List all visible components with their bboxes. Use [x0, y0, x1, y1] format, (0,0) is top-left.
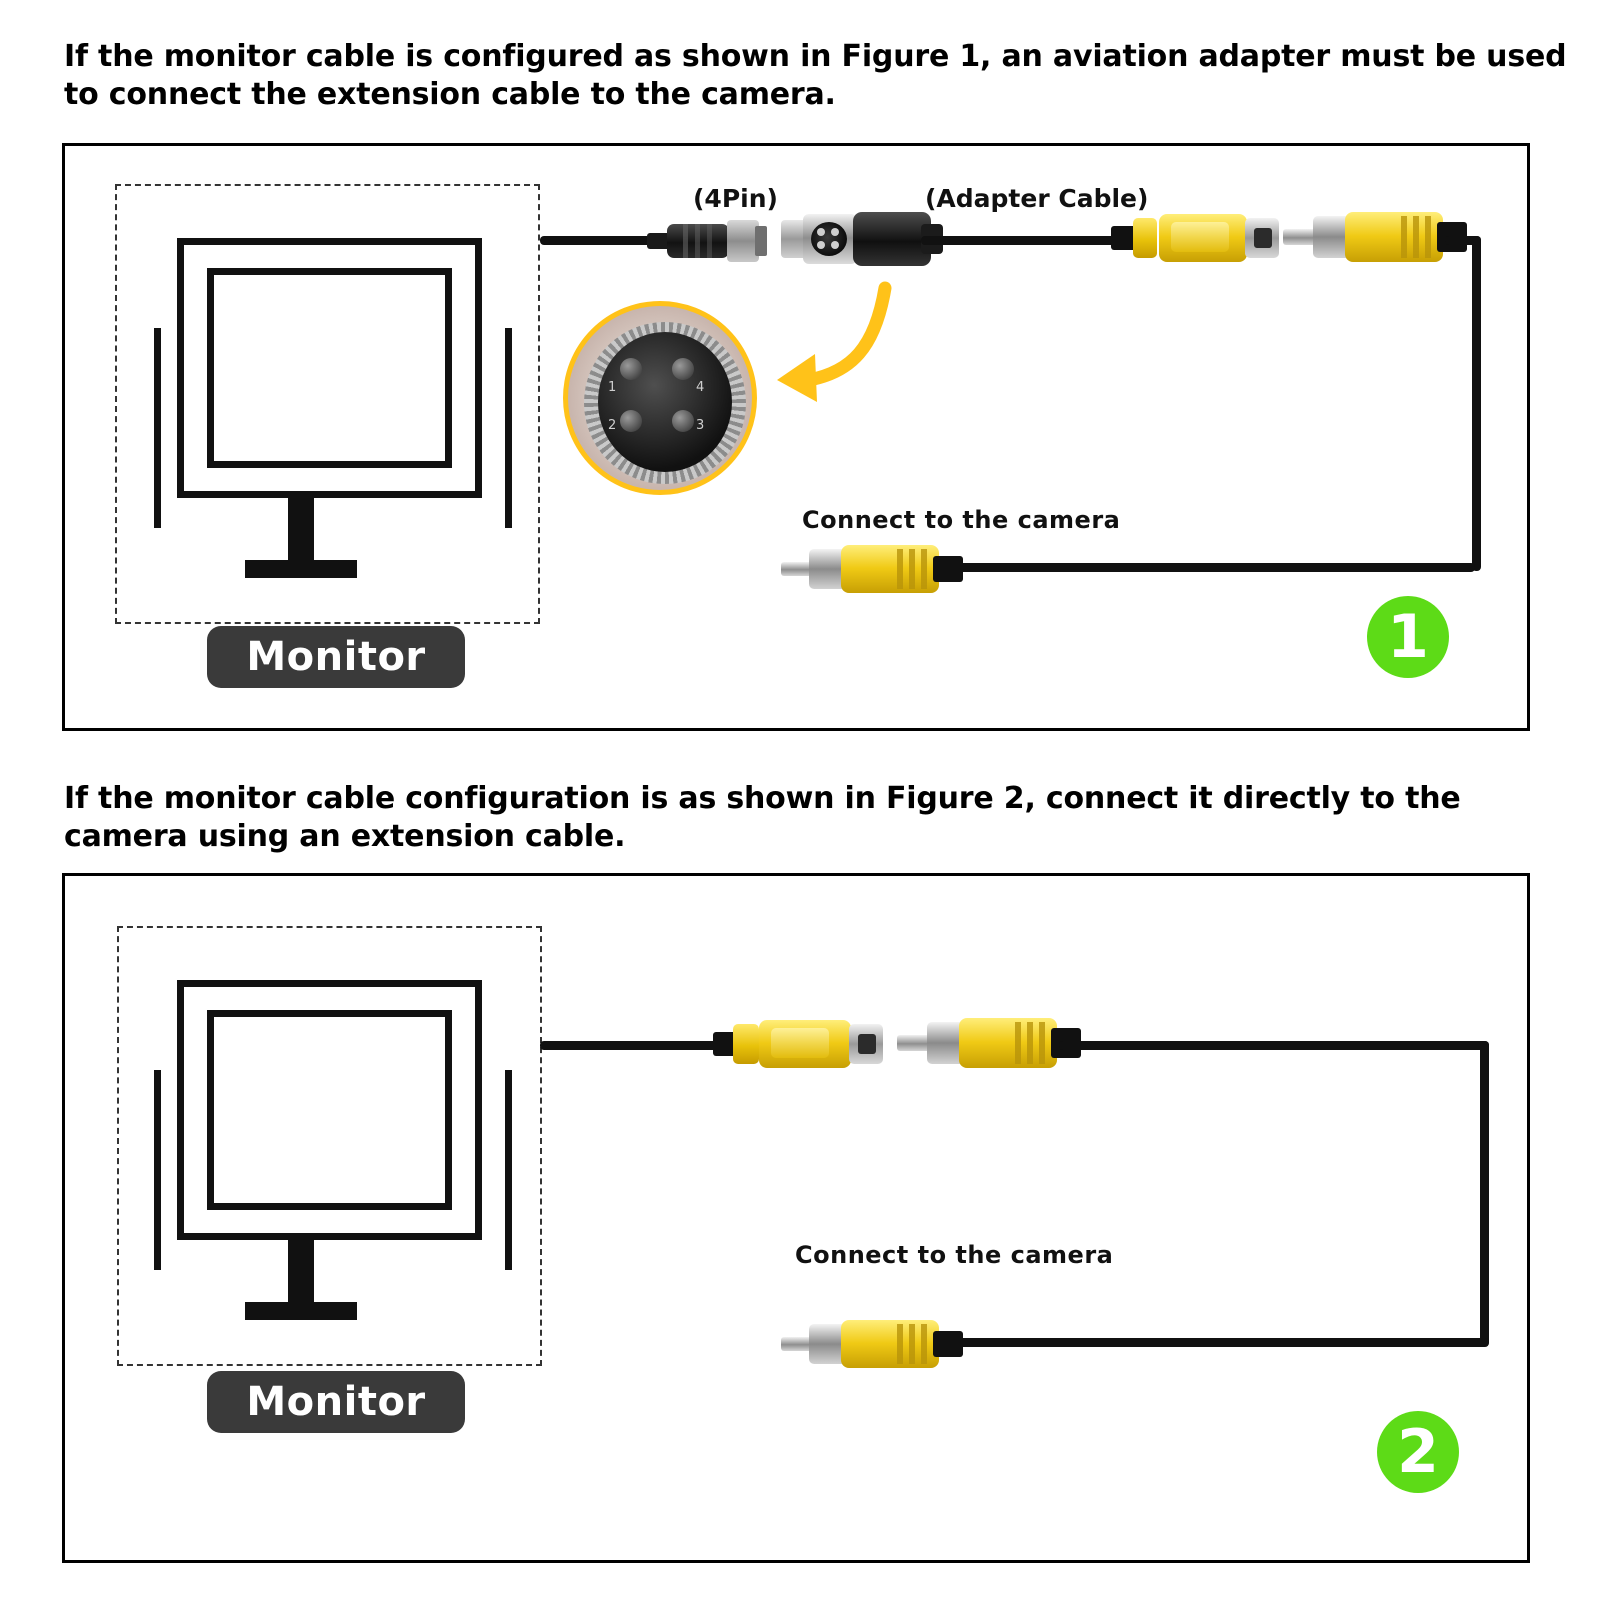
zoom-callout-arrow-icon: [755, 276, 895, 406]
monitor-screen: [207, 268, 452, 468]
monitor-cable-run-2: [540, 1041, 725, 1050]
rca-female-connector-2: [713, 1018, 893, 1070]
figure-2-frame: [62, 873, 1530, 1563]
extension-cable-top-2: [1059, 1041, 1489, 1050]
step-badge-1: [1367, 596, 1449, 678]
step-badge-2-text: 2: [1397, 1417, 1439, 1487]
pin-number-4: 4: [696, 380, 705, 395]
monitor-left-edge-2: [154, 1070, 161, 1270]
aviation-4pin-male-plug: [647, 216, 777, 266]
socket-zoom-circle: [563, 301, 757, 495]
step-badge-2: [1377, 1411, 1459, 1493]
connect-to-camera-label-2: Connect to the camera: [795, 1241, 1114, 1269]
monitor-stand-neck-2: [288, 1240, 314, 1302]
extension-cable-right-vertical-2: [1480, 1041, 1489, 1346]
rca-female-connector-1: [1111, 212, 1291, 264]
monitor-label-text-2: Monitor: [246, 1379, 426, 1425]
adapter-cable-label: (Adapter Cable): [925, 184, 1149, 213]
camera-rca-plug-1: [781, 544, 967, 596]
monitor-screen-2: [207, 1010, 452, 1210]
connect-to-camera-label-1: Connect to the camera: [802, 506, 1121, 534]
pin-number-2: 2: [608, 418, 617, 433]
section-1-heading: If the monitor cable is configured as shown in Figure 1, an aviation adapter must be used to connect the extension cable to the camera.: [64, 39, 1567, 113]
monitor-left-edge: [154, 328, 161, 528]
pin-number-3: 3: [696, 418, 705, 433]
monitor-stand-base: [245, 560, 357, 578]
extension-cable-right-vertical: [1472, 236, 1481, 571]
monitor-label-2: [207, 1371, 465, 1433]
aviation-4pin-female-socket: [781, 208, 941, 270]
monitor-stand-neck: [288, 498, 314, 560]
section-2-heading: If the monitor cable configuration is as shown in Figure 2, connect it directly to the camera using an extension cable.: [64, 781, 1461, 855]
extension-cable-bottom-2: [945, 1338, 1489, 1347]
monitor-right-edge-2: [505, 1070, 512, 1270]
camera-rca-plug-2: [781, 1319, 967, 1371]
monitor-right-edge: [505, 328, 512, 528]
step-badge-1-text: 1: [1387, 602, 1429, 672]
pin-number-1: 1: [608, 380, 617, 395]
figure-1-frame: [62, 143, 1530, 731]
monitor-label-text: Monitor: [246, 634, 426, 680]
four-pin-label: (4Pin): [693, 184, 778, 213]
monitor-label-1: [207, 626, 465, 688]
extension-cable-bottom: [945, 563, 1475, 572]
monitor-stand-base-2: [245, 1302, 357, 1320]
adapter-cable-run: [921, 236, 1121, 245]
